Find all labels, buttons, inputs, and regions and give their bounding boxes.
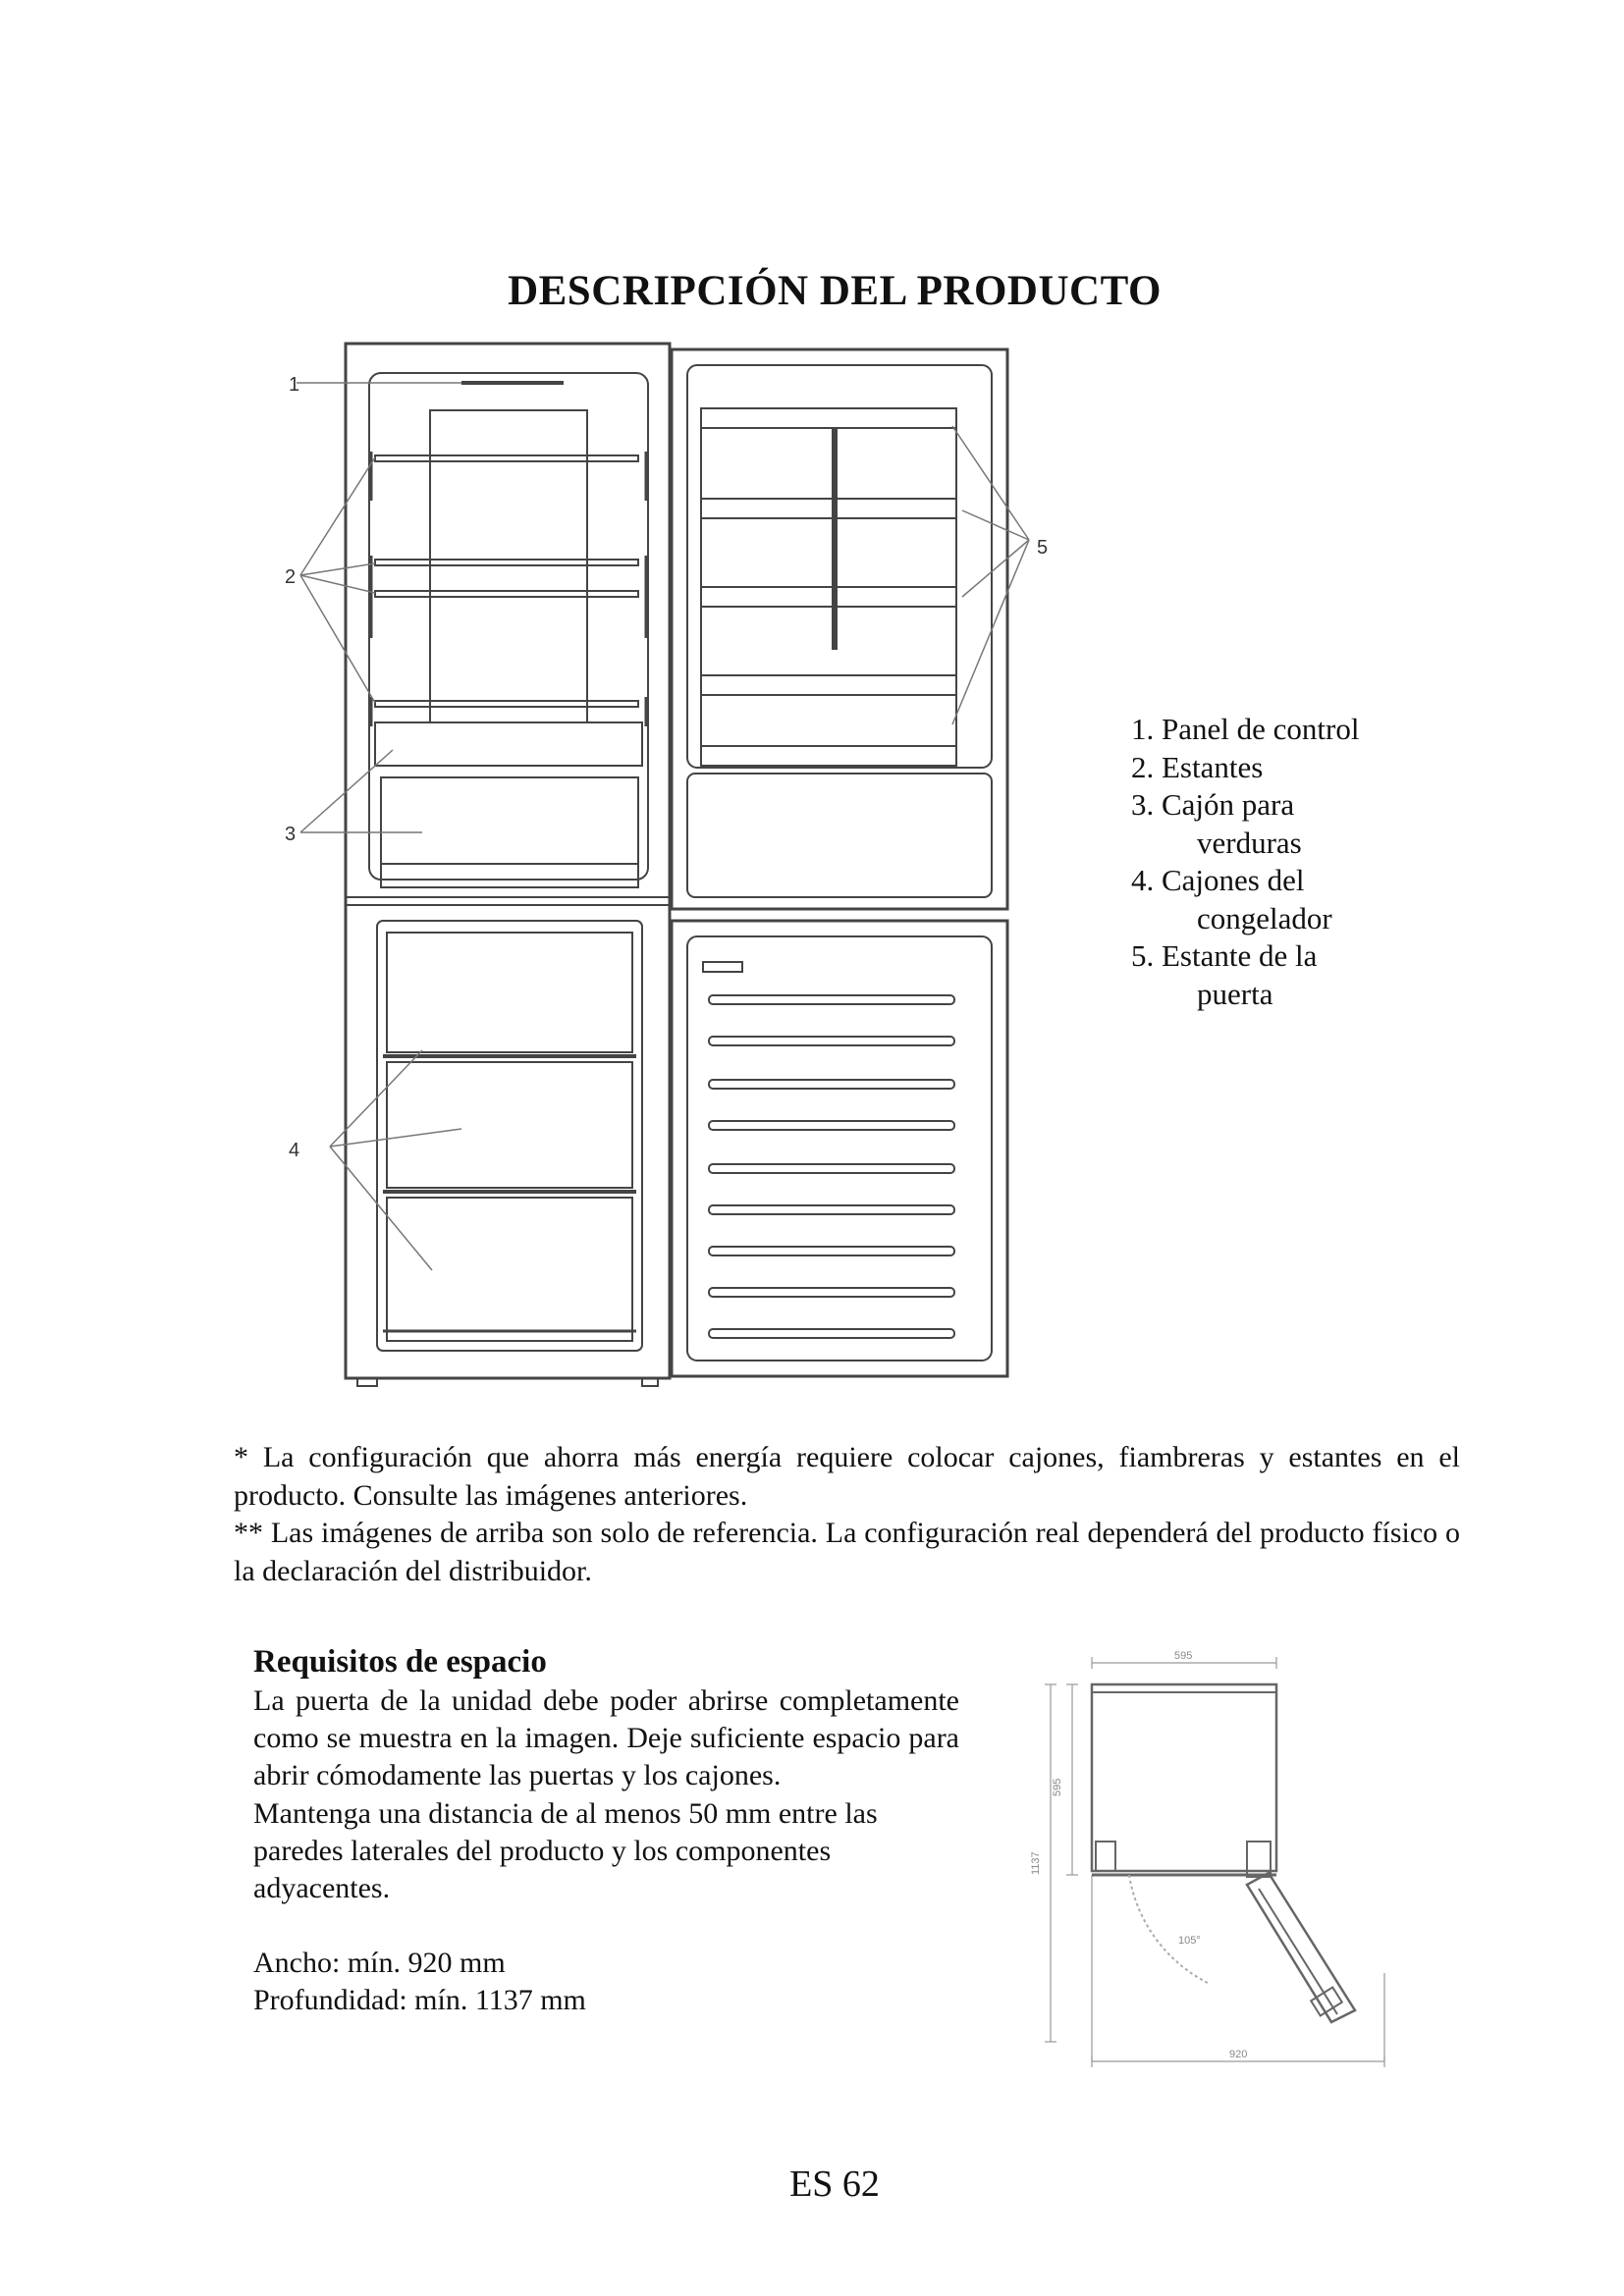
angle-label: 105° <box>1178 1935 1201 1947</box>
note-2: ** Las imágenes de arriba son solo de referencia. La configuración real dependerá del producto físico o la declaración del distribuidor. <box>234 1517 1460 1587</box>
door-shelf <box>701 499 956 518</box>
freezer-door <box>672 921 1007 1376</box>
freezer-drawer <box>387 1198 632 1341</box>
dimension-label: 920 <box>1229 2049 1248 2060</box>
space-requirements <box>253 1641 959 2020</box>
paragraph: La puerta de la unidad debe poder abrirse completamente como se muestra en la imagen. Deje suficiente espacio para abrir cómodamente las puertas y los cajones. <box>253 1684 959 1792</box>
door-shelf <box>701 746 956 766</box>
paragraph: Mantenga una distancia de al menos 50 mm entre las paredes laterales del producto y los componentes adyacentes. <box>253 1796 878 1905</box>
page-number: ES 62 <box>789 2163 880 2205</box>
page-title: DESCRIPCIÓN DEL PRODUCTO <box>508 268 1162 314</box>
cabinet-top-view <box>1092 1684 1276 1871</box>
legend-item: 4. Cajones del <box>1131 863 1305 897</box>
legend-item: 2. Estantes <box>1131 749 1264 784</box>
freezer-drawer <box>387 1062 632 1188</box>
freezer-drawer <box>387 933 632 1052</box>
door-shelf <box>701 675 956 695</box>
min-depth: Profundidad: mín. 1137 mm <box>253 1984 586 2017</box>
min-width: Ancho: mín. 920 mm <box>253 1947 506 1980</box>
dimension-label: 1137 <box>1030 1851 1042 1875</box>
callout-5: 5 <box>1037 537 1049 559</box>
shelf <box>375 560 638 565</box>
shelf <box>375 455 638 461</box>
legend-item-cont: congelador <box>1197 900 1332 935</box>
door-shelf <box>701 587 956 607</box>
callout-2: 2 <box>285 566 297 588</box>
callout-3: 3 <box>285 824 297 845</box>
section-heading: Requisitos de espacio <box>253 1644 547 1680</box>
crisper-cover <box>375 722 642 766</box>
fridge-diagram <box>265 334 1110 1394</box>
parts-legend <box>1131 711 1359 1013</box>
dimension-label: 595 <box>1052 1778 1063 1796</box>
door-shelf <box>701 408 956 428</box>
note-1: * La configuración que ahorra más energía requiere colocar cajones, fiambreras y estantes en el producto. Consulte las imágenes anteriores. <box>234 1441 1460 1512</box>
callout-4: 4 <box>289 1140 300 1161</box>
legend-item: 5. Estante de la <box>1131 938 1318 973</box>
shelf <box>375 701 638 707</box>
notes <box>234 1439 1460 1590</box>
legend-item-cont: verduras <box>1197 825 1302 860</box>
callout-1: 1 <box>289 374 300 396</box>
dimension-label: 595 <box>1174 1650 1193 1662</box>
shelf <box>375 591 638 597</box>
legend-item: 1. Panel de control <box>1131 712 1360 746</box>
legend-item-cont: puerta <box>1197 976 1273 1011</box>
cabinet-outline <box>346 344 670 1378</box>
legend-item: 3. Cajón para <box>1131 787 1295 822</box>
clearance-diagram <box>1001 1649 1434 2081</box>
